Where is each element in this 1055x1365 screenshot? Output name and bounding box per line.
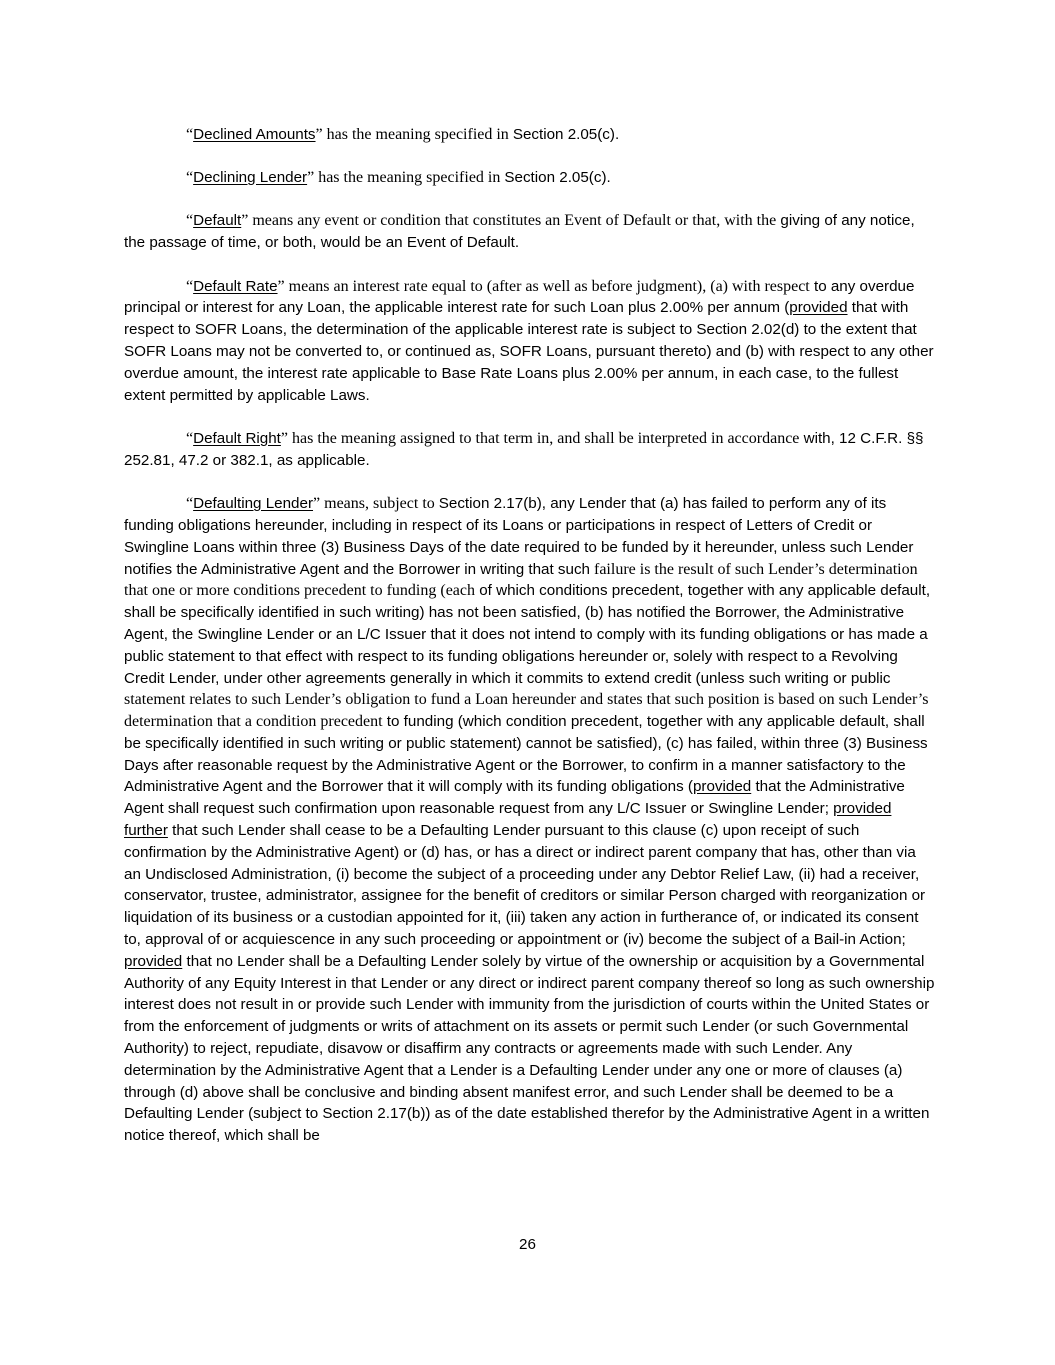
open-quote: “ <box>186 495 194 513</box>
definition-lead: means any event or condition that constitutes an Event of Default or that, with the <box>248 212 777 230</box>
close-quote: ” <box>307 169 315 187</box>
defined-term: Default Rate <box>193 277 278 295</box>
close-quote: ” <box>280 429 289 447</box>
definition-body: with, 12 C.F.R. §§ 252.81, 47.2 or 382.1, as applicable. <box>124 429 924 469</box>
defined-term: Defaulting Lender <box>193 495 314 513</box>
definition-body-serif: statement relates to such Lender’s obligation to fund a Loan hereunder and states that such position is based on such Lender’s determination that a condition precedent <box>124 691 929 731</box>
definition-body: Section 2.05(c). <box>504 169 611 187</box>
definition-declined-amounts <box>124 124 936 146</box>
close-quote: ” <box>315 126 323 143</box>
open-quote: “ <box>186 169 194 187</box>
definition-default-right <box>124 428 936 472</box>
open-quote: “ <box>186 212 194 230</box>
definition-lead: has the meaning specified in <box>322 126 513 143</box>
definition-default-rate <box>124 276 936 407</box>
definition-body: that such Lender shall cease to be a Defaulting Lender pursuant to this clause (c) upon receipt of such confirmation by the Administrative Agent) or (d) has, or has a direct or indirect parent company that has, other than via an Undisclosed Administration, (i) become the subject of a proceeding under any Debtor Relief Law, (ii) had a receiver, conservator, trustee, administrator, assignee for the benefit of creditors or similar Person charged with reorganization or liquidation of its business or a custodian appointed for it, (iii) taken any action in furtherance of, or indicated its consent to, approval of or acquiescence in any such proceeding or appointment or (iv) become the subject of a Bail-in Action; <box>124 822 926 949</box>
definition-lead: means, subject to <box>320 495 439 513</box>
provided-term: provided <box>789 299 848 317</box>
further-term: further <box>124 822 168 840</box>
definition-body-serif: failure is the result of such Lender’s determination that one or more conditions precedent to funding (each <box>124 560 918 600</box>
close-quote: ” <box>313 495 321 513</box>
page-number: 26 <box>519 1236 536 1253</box>
definition-body: Section 2.17(b), any Lender that (a) has failed to perform any of its funding obligations hereunder, including in respect of its Loans or participations in respect of Letters of Credit or Swingline Loans within three (3) Business Days of the date required to be funded by it hereunder, unless such Lender notifies the Administrative Agent and the Borrower in writing that such <box>124 495 914 578</box>
definition-lead: has the meaning assigned to that term in, and shall be interpreted in accordance <box>288 429 800 447</box>
provided-term: provided <box>692 778 752 796</box>
definition-body: that with respect to SOFR Loans, the determination of the applicable interest rate is subject to Section 2.02(d) to the extent that SOFR Loans may not be converted to, or continued as, SOFR Loans, pursuant thereto) and (b) with respect to any other overdue amount, the interest rate applicable to Base Rate Loans plus 2.00% per annum, in each case, to the fullest extent permitted by applicable Laws. <box>124 299 934 404</box>
definition-body: to funding (which condition precedent, together with any applicable default, shall be specifically identified in such writing or public statement) cannot be satisfied), (c) has failed, within three (3) Business Days after reasonable request by the Administrative Agent or the Borrower, to confirm in a manner satisfactory to the Administrative Agent and the Borrower that it will comply with its funding obligations ( <box>124 713 928 796</box>
open-quote: “ <box>186 126 194 143</box>
definition-declining-lender <box>124 167 936 189</box>
definition-lead: has the meaning specified in <box>314 169 505 187</box>
definition-body: of which conditions precedent, together with any applicable default, shall be specifically identified in such writing) has not been satisfied, (b) has notified the Borrower, the Administrative Agent, the Swingline Lender or an L/C Issuer that it does not intend to comply with its funding obligations or has made a public statement to that effect with respect to its funding obligations hereunder or, solely with respect to a Revolving Credit Lender, under other agreements generally in which it commits to extend credit (unless such writing or public <box>124 582 931 687</box>
definition-body: Section 2.05(c). <box>512 126 620 143</box>
close-quote: ” <box>241 212 249 230</box>
defined-term: Default Right <box>193 429 281 447</box>
definition-lead: means an interest rate equal to (after as well as before judgment), (a) with respect <box>284 277 810 295</box>
definition-defaulting-lender <box>124 493 936 1147</box>
document-page <box>124 124 936 1147</box>
provided-term: provided <box>124 952 183 970</box>
provided-term: provided <box>833 800 892 818</box>
definition-body: to any overdue principal or interest for any Loan, the applicable interest rate for such Loan plus 2.00% per annum ( <box>124 277 915 317</box>
definition-default <box>124 210 936 254</box>
definition-body: giving of any notice, the passage of time, or both, would be an Event of Default. <box>124 212 915 252</box>
definition-body: that the Administrative Agent shall request such confirmation upon reasonable request from any L/C Issuer or Swingline Lender; <box>124 778 905 818</box>
defined-term: Declined Amounts <box>193 126 316 143</box>
close-quote: ” <box>277 277 285 295</box>
defined-term: Declining Lender <box>193 169 308 187</box>
defined-term: Default <box>193 212 242 230</box>
definition-body: that no Lender shall be a Defaulting Lender solely by virtue of the ownership or acquisition by a Governmental Authority of any Equity Interest in that Lender or any direct or indirect parent company thereof so long as such ownership interest does not result in or provide such Lender with immunity from the jurisdiction of courts within the United States or from the enforcement of judgments or writs of attachment on its assets or permit such Lender (or such Governmental Authority) to reject, repudiate, disavow or disaffirm any contracts or agreements made with such Lender. Any determination by the Administrative Agent that a Lender is a Defaulting Lender under any one or more of clauses (a) through (d) above shall be conclusive and binding absent manifest error, and such Lender shall be deemed to be a Defaulting Lender (subject to Section 2.17(b)) as of the date established therefor by the Administrative Agent in a written notice thereof, which shall be <box>124 952 935 1145</box>
open-quote: “ <box>186 277 194 295</box>
open-quote: “ <box>186 429 194 447</box>
